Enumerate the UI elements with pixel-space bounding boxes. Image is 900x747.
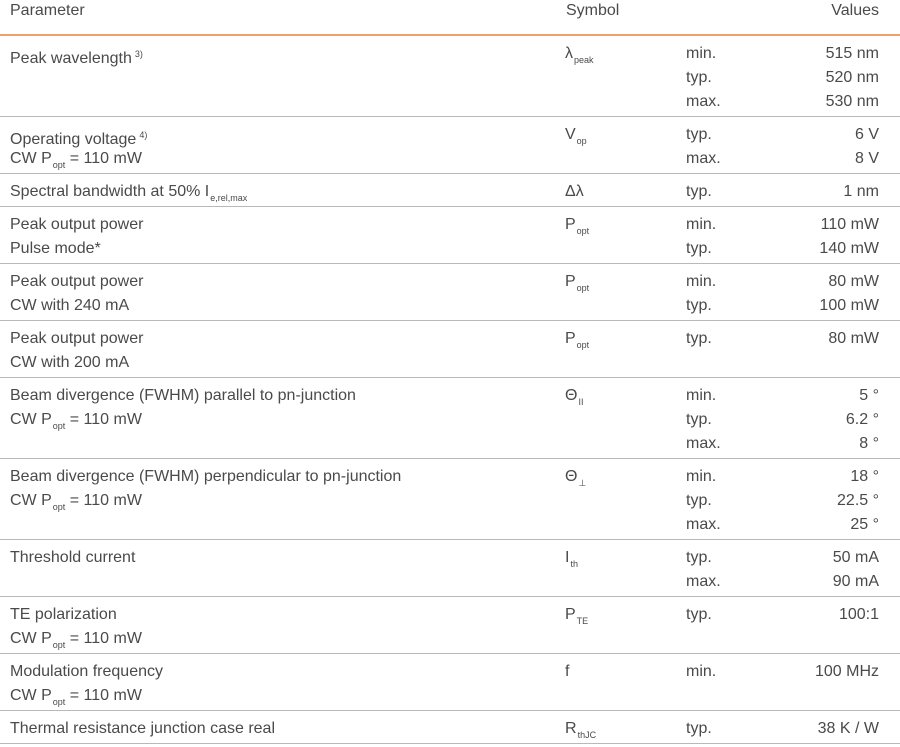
symbol	[565, 180, 675, 204]
subscript: opt	[52, 421, 66, 431]
value-cell	[719, 123, 879, 171]
parameter-cell	[10, 213, 560, 261]
parameter-text: Spectral bandwidth at 50% I	[10, 183, 210, 200]
symbol-cell	[565, 123, 675, 147]
symbol-main: P	[565, 216, 576, 233]
symbol-cell	[565, 213, 675, 237]
value-cell	[719, 327, 879, 351]
subscript: opt	[52, 697, 66, 707]
condition-label: min.	[686, 663, 717, 680]
subscript: opt	[52, 502, 66, 512]
parameter-text: CW P	[10, 687, 52, 704]
header-symbol: Symbol	[566, 2, 620, 19]
parameter-text: = 110 mW	[69, 150, 142, 167]
parameter-line	[10, 327, 560, 351]
symbol-cell	[565, 180, 675, 204]
value-cell	[719, 660, 879, 684]
parameter-cell	[10, 603, 560, 651]
condition-label: min.	[686, 45, 717, 62]
symbol-cell	[565, 270, 675, 294]
symbol-subscript: thJC	[577, 730, 597, 740]
symbol	[565, 465, 675, 489]
symbol-main: P	[565, 606, 576, 623]
symbol-subscript: TE	[576, 616, 589, 626]
condition-label: typ.	[686, 492, 712, 509]
condition-label: typ.	[686, 240, 712, 257]
condition-label: typ.	[686, 330, 712, 347]
value: 38 K / W	[817, 720, 879, 737]
symbol-subscript: opt	[576, 340, 590, 350]
condition-label: max.	[686, 573, 721, 590]
symbol-cell	[565, 384, 675, 408]
table-body	[0, 36, 900, 744]
symbol-main: R	[565, 720, 577, 737]
parameter-text: Peak output power	[10, 273, 144, 290]
symbol	[565, 660, 675, 684]
value: 100 mW	[819, 297, 879, 314]
table-row	[0, 264, 900, 321]
symbol-main: Δλ	[565, 183, 584, 200]
value-cell	[719, 717, 879, 741]
parameter-text: = 110 mW	[69, 492, 142, 509]
subscript: opt	[52, 160, 66, 170]
parameter-text: Pulse mode*	[10, 240, 101, 257]
condition-label: max.	[686, 435, 721, 452]
parameter-line	[10, 42, 560, 66]
footnote-ref: 4)	[139, 130, 148, 140]
header-parameter: Parameter	[10, 2, 85, 19]
table-header	[0, 0, 900, 36]
value-cell	[719, 546, 879, 594]
parameter-line	[10, 684, 560, 708]
table-row	[0, 117, 900, 174]
parameter-line	[10, 351, 560, 375]
value-cell	[719, 270, 879, 318]
symbol	[565, 546, 675, 570]
value-cell	[719, 180, 879, 204]
condition-label: min.	[686, 273, 717, 290]
parameter-text: Thermal resistance junction case real	[10, 720, 276, 737]
parameter-cell	[10, 384, 560, 432]
symbol-main: V	[565, 126, 576, 143]
symbol-main: P	[565, 330, 576, 347]
parameter-text: Peak output power	[10, 216, 144, 233]
parameter-line	[10, 660, 560, 684]
value: 80 mW	[828, 273, 879, 290]
symbol-subscript: op	[576, 136, 587, 146]
parameter-text: Beam divergence (FWHM) parallel to pn-junction	[10, 387, 356, 404]
parameter-text: CW with 200 mA	[10, 354, 130, 371]
value: 140 mW	[819, 240, 879, 257]
parameter-text: TE polarization	[10, 606, 117, 623]
parameter-line	[10, 603, 560, 627]
table-row	[0, 174, 900, 207]
symbol	[565, 270, 675, 294]
parameter-text: Threshold current	[10, 549, 136, 566]
symbol-main: I	[565, 549, 570, 566]
parameter-cell	[10, 546, 560, 570]
condition-label: max.	[686, 93, 721, 110]
value: 110 mW	[820, 216, 879, 233]
condition-label: typ.	[686, 720, 712, 737]
symbol	[565, 384, 675, 408]
value-cell	[719, 384, 879, 456]
table-row	[0, 207, 900, 264]
parameter-line	[10, 546, 560, 570]
value-cell	[719, 465, 879, 537]
condition-label: typ.	[686, 606, 712, 623]
parameter-text: = 110 mW	[69, 687, 142, 704]
value: 6 V	[854, 126, 879, 143]
symbol-cell	[565, 327, 675, 351]
symbol	[565, 213, 675, 237]
symbol-main: Θ	[565, 468, 578, 485]
symbol	[565, 327, 675, 351]
value: 530 nm	[825, 93, 879, 110]
table-row	[0, 654, 900, 711]
value: 100 MHz	[814, 663, 879, 680]
value: 520 nm	[825, 69, 879, 86]
value: 50 mA	[832, 549, 879, 566]
value: 18 °	[850, 468, 879, 485]
symbol-main: λ	[565, 45, 573, 62]
parameter-line	[10, 384, 560, 408]
parameter-cell	[10, 660, 560, 708]
parameter-text: CW P	[10, 411, 52, 428]
condition-label: max.	[686, 516, 721, 533]
value: 6.2 °	[845, 411, 879, 428]
table-row	[0, 36, 900, 117]
parameter-line	[10, 489, 560, 513]
parameter-text: Peak output power	[10, 330, 144, 347]
condition-label: typ.	[686, 411, 712, 428]
parameter-line	[10, 408, 560, 432]
parameter-line	[10, 147, 560, 171]
value: 1 nm	[843, 183, 879, 200]
condition-label: min.	[686, 387, 717, 404]
condition-label: typ.	[686, 183, 712, 200]
value: 8 °	[859, 435, 879, 452]
value: 5 °	[859, 387, 879, 404]
parameter-cell	[10, 180, 560, 204]
symbol-subscript: th	[570, 559, 578, 569]
parameter-cell	[10, 327, 560, 375]
parameter-text: Operating voltage	[10, 131, 137, 148]
symbol-cell	[565, 42, 675, 66]
value: 25 °	[850, 516, 879, 533]
footnote-ref: 3)	[134, 49, 143, 59]
symbol-subscript: II	[578, 397, 584, 407]
symbol-main: Θ	[565, 387, 578, 404]
condition-label: typ.	[686, 126, 712, 143]
value-cell	[719, 42, 879, 114]
table-row	[0, 321, 900, 378]
value-cell	[719, 603, 879, 627]
parameter-text: Beam divergence (FWHM) perpendicular to pn-junction	[10, 468, 402, 485]
condition-label: max.	[686, 150, 721, 167]
value-cell	[719, 213, 879, 261]
value: 8 V	[854, 150, 879, 167]
parameter-text: CW with 240 mA	[10, 297, 130, 314]
symbol	[565, 42, 675, 66]
parameter-cell	[10, 42, 560, 66]
parameter-line	[10, 294, 560, 318]
subscript: e,rel,max	[210, 193, 248, 203]
symbol-main: P	[565, 273, 576, 290]
parameter-text: CW P	[10, 150, 52, 167]
symbol-subscript: ⊥	[578, 478, 587, 488]
header-values: Values	[831, 2, 879, 19]
parameter-text: = 110 mW	[69, 630, 142, 647]
parameter-cell	[10, 270, 560, 318]
parameter-text: = 110 mW	[69, 411, 142, 428]
symbol-subscript: peak	[574, 55, 594, 65]
condition-label: typ.	[686, 297, 712, 314]
symbol-main: f	[565, 663, 570, 680]
symbol	[565, 603, 675, 627]
symbol	[565, 717, 675, 741]
condition-label: typ.	[686, 549, 712, 566]
subscript: opt	[52, 640, 66, 650]
parameter-line	[10, 180, 560, 204]
parameter-text: CW P	[10, 492, 52, 509]
parameter-cell	[10, 123, 560, 171]
table-row	[0, 711, 900, 744]
value: 90 mA	[832, 573, 879, 590]
symbol-cell	[565, 603, 675, 627]
value: 515 nm	[825, 45, 879, 62]
parameter-line	[10, 270, 560, 294]
symbol-subscript: opt	[576, 283, 590, 293]
parameter-line	[10, 123, 560, 147]
parameter-line	[10, 627, 560, 651]
parameter-text: Peak wavelength	[10, 50, 132, 67]
symbol-subscript: opt	[576, 226, 590, 236]
table-row	[0, 378, 900, 459]
condition-label: min.	[686, 468, 717, 485]
symbol-cell	[565, 465, 675, 489]
parameter-line	[10, 465, 560, 489]
parameter-line	[10, 213, 560, 237]
table-row	[0, 540, 900, 597]
table-row	[0, 597, 900, 654]
value: 22.5 °	[837, 492, 879, 509]
value: 100:1	[838, 606, 879, 623]
value: 80 mW	[828, 330, 879, 347]
parameter-text: CW P	[10, 630, 52, 647]
symbol-cell	[565, 546, 675, 570]
parameter-line	[10, 237, 560, 261]
symbol-cell	[565, 660, 675, 684]
parameter-cell	[10, 465, 560, 513]
parameter-text: Modulation frequency	[10, 663, 163, 680]
condition-label: min.	[686, 216, 717, 233]
condition-label: typ.	[686, 69, 712, 86]
parameter-cell	[10, 717, 560, 741]
symbol-cell	[565, 717, 675, 741]
table-row	[0, 459, 900, 540]
symbol	[565, 123, 675, 147]
parameter-line	[10, 717, 560, 741]
